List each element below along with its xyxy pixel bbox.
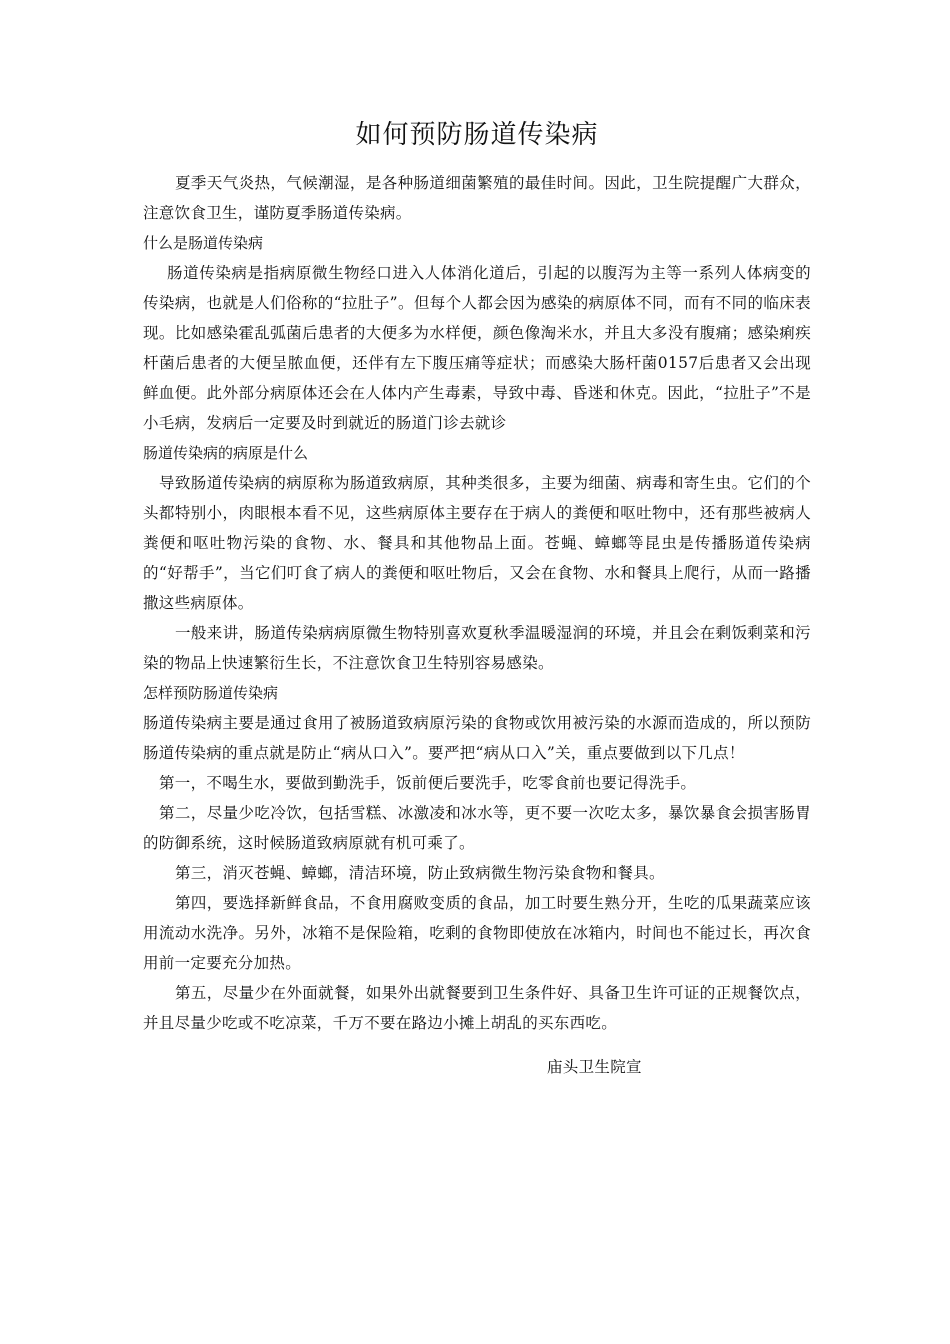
section-body-pathogen-environment: 一般来讲，肠道传染病病原微生物特别喜欢夏秋季温暖湿润的环境，并且会在剩饭剩菜和污染的物品上快速繁衍生长，不注意饮食卫生特别容易感染。 [143, 624, 811, 672]
section-heading-pathogen: 肠道传染病的病原是什么 [143, 444, 309, 462]
section-body-what-is: 肠道传染病是指病原微生物经口进入人体消化道后，引起的以腹泻为主等一系列人体病变的传染病，也就是人们俗称的“拉肚子”。但每个人都会因为感染的病原体不同，而有不同的临床表现。比如感染霍乱弧菌后患者的大便多为水样便，颜色像淘米水，并且大多没有腹痛；感染痢疾杆菌后患者的大便呈脓血便，还伴有左下腹压痛等症状；而感染大肠杆菌0157后患者又会出现鲜血便。此外部分病原体还会在人体内产生毒素，导致中毒、昏迷和休克。因此，“拉肚子”不是小毛病，发病后一定要及时到就近的肠道门诊去就诊 [143, 264, 811, 432]
prevention-point-5: 第五，尽量少在外面就餐，如果外出就餐要到卫生条件好、具备卫生许可证的正规餐饮点，并且尽量少吃或不吃凉菜，千万不要在路边小摊上胡乱的买东西吃。 [143, 984, 811, 1032]
prevention-point-3: 第三，消灭苍蝇、蟑螂，清洁环境，防止致病微生物污染食物和餐具。 [175, 864, 665, 882]
document-page [143, 108, 811, 1082]
prevention-point-2: 第二，尽量少吃冷饮，包括雪糕、冰激凌和冰水等，更不要一次吃太多，暴饮暴食会损害肠胃的防御系统，这时候肠道致病原就有机可乘了。 [143, 804, 811, 852]
prevention-point-4: 第四，要选择新鲜食品，不食用腐败变质的食品，加工时要生熟分开，生吃的瓜果蔬菜应该用流动水洗净。另外，冰箱不是保险箱，吃剩的食物即使放在冰箱内，时间也不能过长，再次食用前一定要充分加热。 [143, 894, 811, 972]
section-body-pathogen: 导致肠道传染病的病原称为肠道致病原，其种类很多，主要为细菌、病毒和寄生虫。它们的个头都特别小，肉眼根本看不见，这些病原体主要存在于病人的粪便和呕吐物中，还有那些被病人粪便和呕吐物污染的食物、水、餐具和其他物品上面。苍蝇、蟑螂等昆虫是传播肠道传染病的“好帮手”，当它们叮食了病人的粪便和呕吐物后，又会在食物、水和餐具上爬行，从而一路播撒这些病原体。 [143, 474, 811, 612]
document-title: 如何预防肠道传染病 [355, 120, 599, 150]
section-heading-what-is: 什么是肠道传染病 [143, 234, 264, 252]
section-body-prevention: 肠道传染病主要是通过食用了被肠道致病原污染的食物或饮用被污染的水源而造成的，所以预防肠道传染病的重点就是防止“病从口入”。要严把“病从口入”关，重点要做到以下几点！ [143, 714, 811, 762]
prevention-point-1: 第一，不喝生水，要做到勤洗手，饭前便后要洗手，吃零食前也要记得洗手。 [159, 774, 697, 792]
intro-paragraph: 夏季天气炎热，气候潮湿，是各种肠道细菌繁殖的最佳时间。因此，卫生院提醒广大群众，注意饮食卫生，谨防夏季肠道传染病。 [143, 174, 811, 222]
section-heading-prevention: 怎样预防肠道传染病 [143, 684, 279, 702]
signature: 庙头卫生院宣 [547, 1058, 642, 1076]
